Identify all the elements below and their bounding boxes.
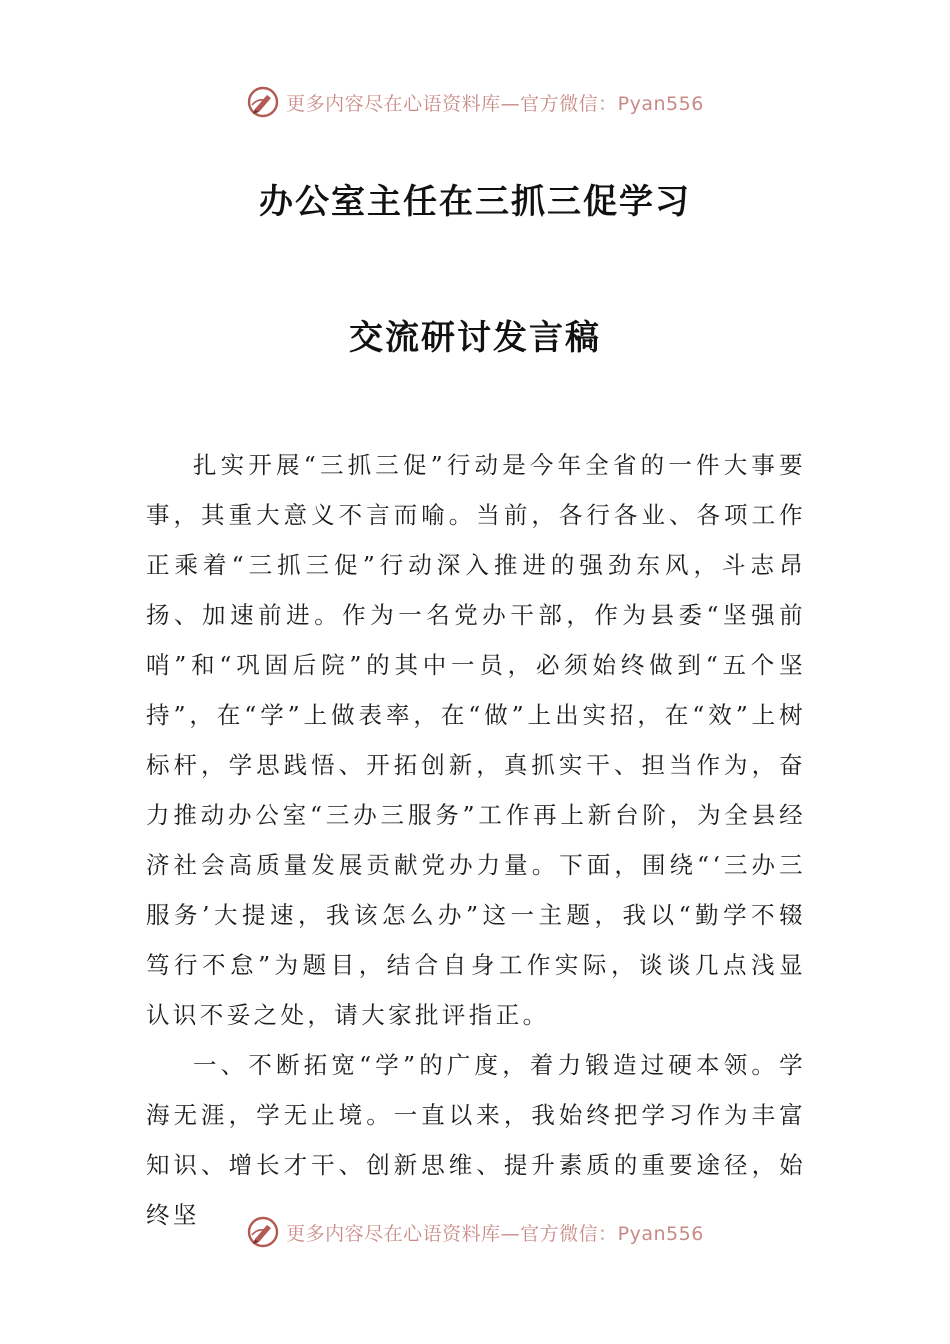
paragraph-section-1: 一、不断拓宽“学”的广度，着力锻造过硬本领。学海无涯，学无止境。一直以来，我始终把学习作为丰富知识、增长才干、创新思维、提升素质的重要途径，始终坚 [146, 1051, 806, 1229]
document-title-line-2: 交流研讨发言稿 [349, 318, 601, 358]
pen-logo-icon [246, 1215, 280, 1249]
pen-logo-icon [246, 85, 280, 119]
document-title-line-1: 办公室主任在三抓三促学习 [259, 182, 691, 222]
header-banner [0, 82, 950, 122]
footer-banner-text: 更多内容尽在心语资料库—官方微信：Pyan556 [286, 1222, 704, 1245]
document-body [146, 440, 806, 1240]
header-banner-text: 更多内容尽在心语资料库—官方微信：Pyan556 [286, 92, 704, 115]
footer-banner [0, 1212, 950, 1252]
paragraph-intro: 扎实开展“三抓三促”行动是今年全省的一件大事要事，其重大意义不言而喻。当前，各行各业、各项工作正乘着“三抓三促”行动深入推进的强劲东风，斗志昂扬、加速前进。作为一名党办干部，作为县委“坚强前哨”和“巩固后院”的其中一员，必须始终做到“五个坚持”，在“学”上做表率，在“做”上出实招，在“效”上树标杆，学思践悟、开拓创新，真抓实干、担当作为，奋力推动办公室“三办三服务”工作再上新台阶，为全县经济社会高质量发展贡献党办力量。下面，围绕“‘三办三服务’大提速，我该怎么办”这一主题，我以“勤学不辍笃行不怠”为题目，结合自身工作实际，谈谈几点浅显认识不妥之处，请大家批评指正。 [146, 451, 806, 1029]
